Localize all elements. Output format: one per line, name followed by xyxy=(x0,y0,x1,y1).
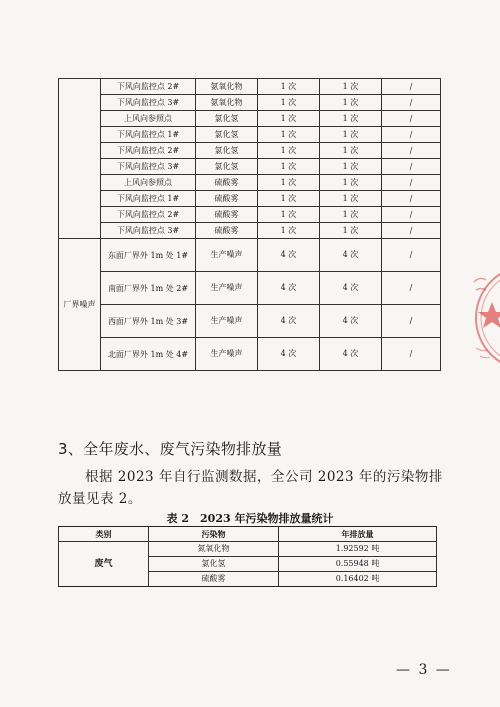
table-row xyxy=(59,143,441,159)
table-row xyxy=(59,159,441,175)
table-cell: 1 次 xyxy=(258,207,320,223)
table-cell: 下风向监控点 3# xyxy=(101,159,196,175)
table-cell: 1 次 xyxy=(320,191,382,207)
table-cell: 生产噪声 xyxy=(196,305,258,338)
table-cell: 硫酸雾 xyxy=(196,175,258,191)
table-cell: 1 次 xyxy=(258,175,320,191)
table-row xyxy=(59,338,441,371)
table-row xyxy=(59,127,441,143)
amount-cell: 0.16402 吨 xyxy=(279,572,437,587)
amount-cell: 1.92592 吨 xyxy=(279,542,437,557)
table-cell: 上风向参照点 xyxy=(101,111,196,127)
table-cell: 1 次 xyxy=(320,79,382,95)
red-seal-stamp xyxy=(466,262,500,374)
table-cell: 下风向监控点 3# xyxy=(101,95,196,111)
table-cell: 1 次 xyxy=(320,223,382,239)
table-cell: 硫酸雾 xyxy=(196,207,258,223)
table-cell: 东面厂界外 1m 处 1# xyxy=(101,239,196,272)
table-cell: / xyxy=(382,207,441,223)
table-cell: 硫酸雾 xyxy=(196,191,258,207)
table-cell: 4 次 xyxy=(258,239,320,272)
table-cell: / xyxy=(382,223,441,239)
table-header-row xyxy=(59,527,437,542)
table-cell: 氯化氢 xyxy=(196,127,258,143)
table-cell: 氯化氢 xyxy=(196,111,258,127)
table-cell: 生产噪声 xyxy=(196,338,258,371)
table-cell: / xyxy=(382,175,441,191)
table-cell: 1 次 xyxy=(258,223,320,239)
table-cell: / xyxy=(382,305,441,338)
table-row xyxy=(59,272,441,305)
table-cell: 下风向监控点 2# xyxy=(101,79,196,95)
table-cell: / xyxy=(382,111,441,127)
table-cell: 硫酸雾 xyxy=(196,223,258,239)
table-cell: / xyxy=(382,127,441,143)
table-cell: 氨氧化物 xyxy=(196,79,258,95)
table-cell: 1 次 xyxy=(320,175,382,191)
page-number: — 3 — xyxy=(396,662,452,678)
table-cell: 4 次 xyxy=(320,239,382,272)
table-cell: 生产噪声 xyxy=(196,272,258,305)
column-header: 污染物 xyxy=(149,527,279,542)
pollutant-cell: 氯化氢 xyxy=(149,557,279,572)
table-cell: / xyxy=(382,79,441,95)
pollutant-cell: 氮氧化物 xyxy=(149,542,279,557)
column-header: 年排放量 xyxy=(279,527,437,542)
column-header: 类别 xyxy=(59,527,149,542)
table-cell: 1 次 xyxy=(320,143,382,159)
table-cell: 4 次 xyxy=(320,272,382,305)
table-cell: 下风向监控点 2# xyxy=(101,207,196,223)
table-row xyxy=(59,305,441,338)
table-cell: / xyxy=(382,338,441,371)
table-cell: 1 次 xyxy=(258,143,320,159)
table-cell: 1 次 xyxy=(258,95,320,111)
pollutant-cell: 硫酸雾 xyxy=(149,572,279,587)
table-row xyxy=(59,95,441,111)
table-row xyxy=(59,79,441,95)
table-cell: 1 次 xyxy=(258,79,320,95)
table-cell: 南面厂界外 1m 处 2# xyxy=(101,272,196,305)
table-cell: 下风向监控点 3# xyxy=(101,223,196,239)
category-cell: 废气 xyxy=(59,542,149,587)
table-cell: 4 次 xyxy=(320,305,382,338)
table-cell: 氨氧化物 xyxy=(196,95,258,111)
table2-caption: 表 2 2023 年污染物排放量统计 xyxy=(166,512,334,525)
table-cell: 4 次 xyxy=(258,338,320,371)
noise-category-cell: 厂界噪声 xyxy=(59,239,101,371)
table-cell: 4 次 xyxy=(320,338,382,371)
table-cell: / xyxy=(382,272,441,305)
table-cell: 1 次 xyxy=(320,127,382,143)
table-cell: 上风向参照点 xyxy=(101,175,196,191)
table-cell: 生产噪声 xyxy=(196,239,258,272)
amount-cell: 0.55948 吨 xyxy=(279,557,437,572)
table-cell: / xyxy=(382,191,441,207)
table-cell: 1 次 xyxy=(258,191,320,207)
monitoring-frequency-table xyxy=(58,78,441,371)
table-cell: 下风向监控点 1# xyxy=(101,127,196,143)
section-paragraph: 根据 2023 年自行监测数据，全公司 2023 年的污染物排放量见表 2。 xyxy=(58,469,443,507)
table-cell: 氯化氢 xyxy=(196,143,258,159)
table-cell: 1 次 xyxy=(320,111,382,127)
table-row xyxy=(59,223,441,239)
table-cell: 1 次 xyxy=(258,111,320,127)
table-cell: 1 次 xyxy=(320,207,382,223)
table-cell: 4 次 xyxy=(258,272,320,305)
table-cell: 下风向监控点 2# xyxy=(101,143,196,159)
table-row xyxy=(59,239,441,272)
table-cell: 氯化氢 xyxy=(196,159,258,175)
table-row xyxy=(59,175,441,191)
table-cell: 1 次 xyxy=(320,95,382,111)
table-cell: / xyxy=(382,95,441,111)
table-cell: / xyxy=(382,143,441,159)
section-heading: 3、全年废水、废气污染物排放量 xyxy=(58,440,283,458)
table-row xyxy=(59,191,441,207)
table-cell: / xyxy=(382,239,441,272)
table-cell: / xyxy=(382,159,441,175)
table-cell: 西面厂界外 1m 处 3# xyxy=(101,305,196,338)
table-cell: 1 次 xyxy=(258,127,320,143)
table-cell: 北面厂界外 1m 处 4# xyxy=(101,338,196,371)
table-cell: 1 次 xyxy=(320,159,382,175)
emission-stat-table xyxy=(58,526,437,587)
table-row xyxy=(59,111,441,127)
table-cell: 下风向监控点 1# xyxy=(101,191,196,207)
table-row xyxy=(59,542,437,557)
table-cell: 1 次 xyxy=(258,159,320,175)
category-cell-empty xyxy=(59,79,101,239)
table-cell: 4 次 xyxy=(258,305,320,338)
table-row xyxy=(59,207,441,223)
